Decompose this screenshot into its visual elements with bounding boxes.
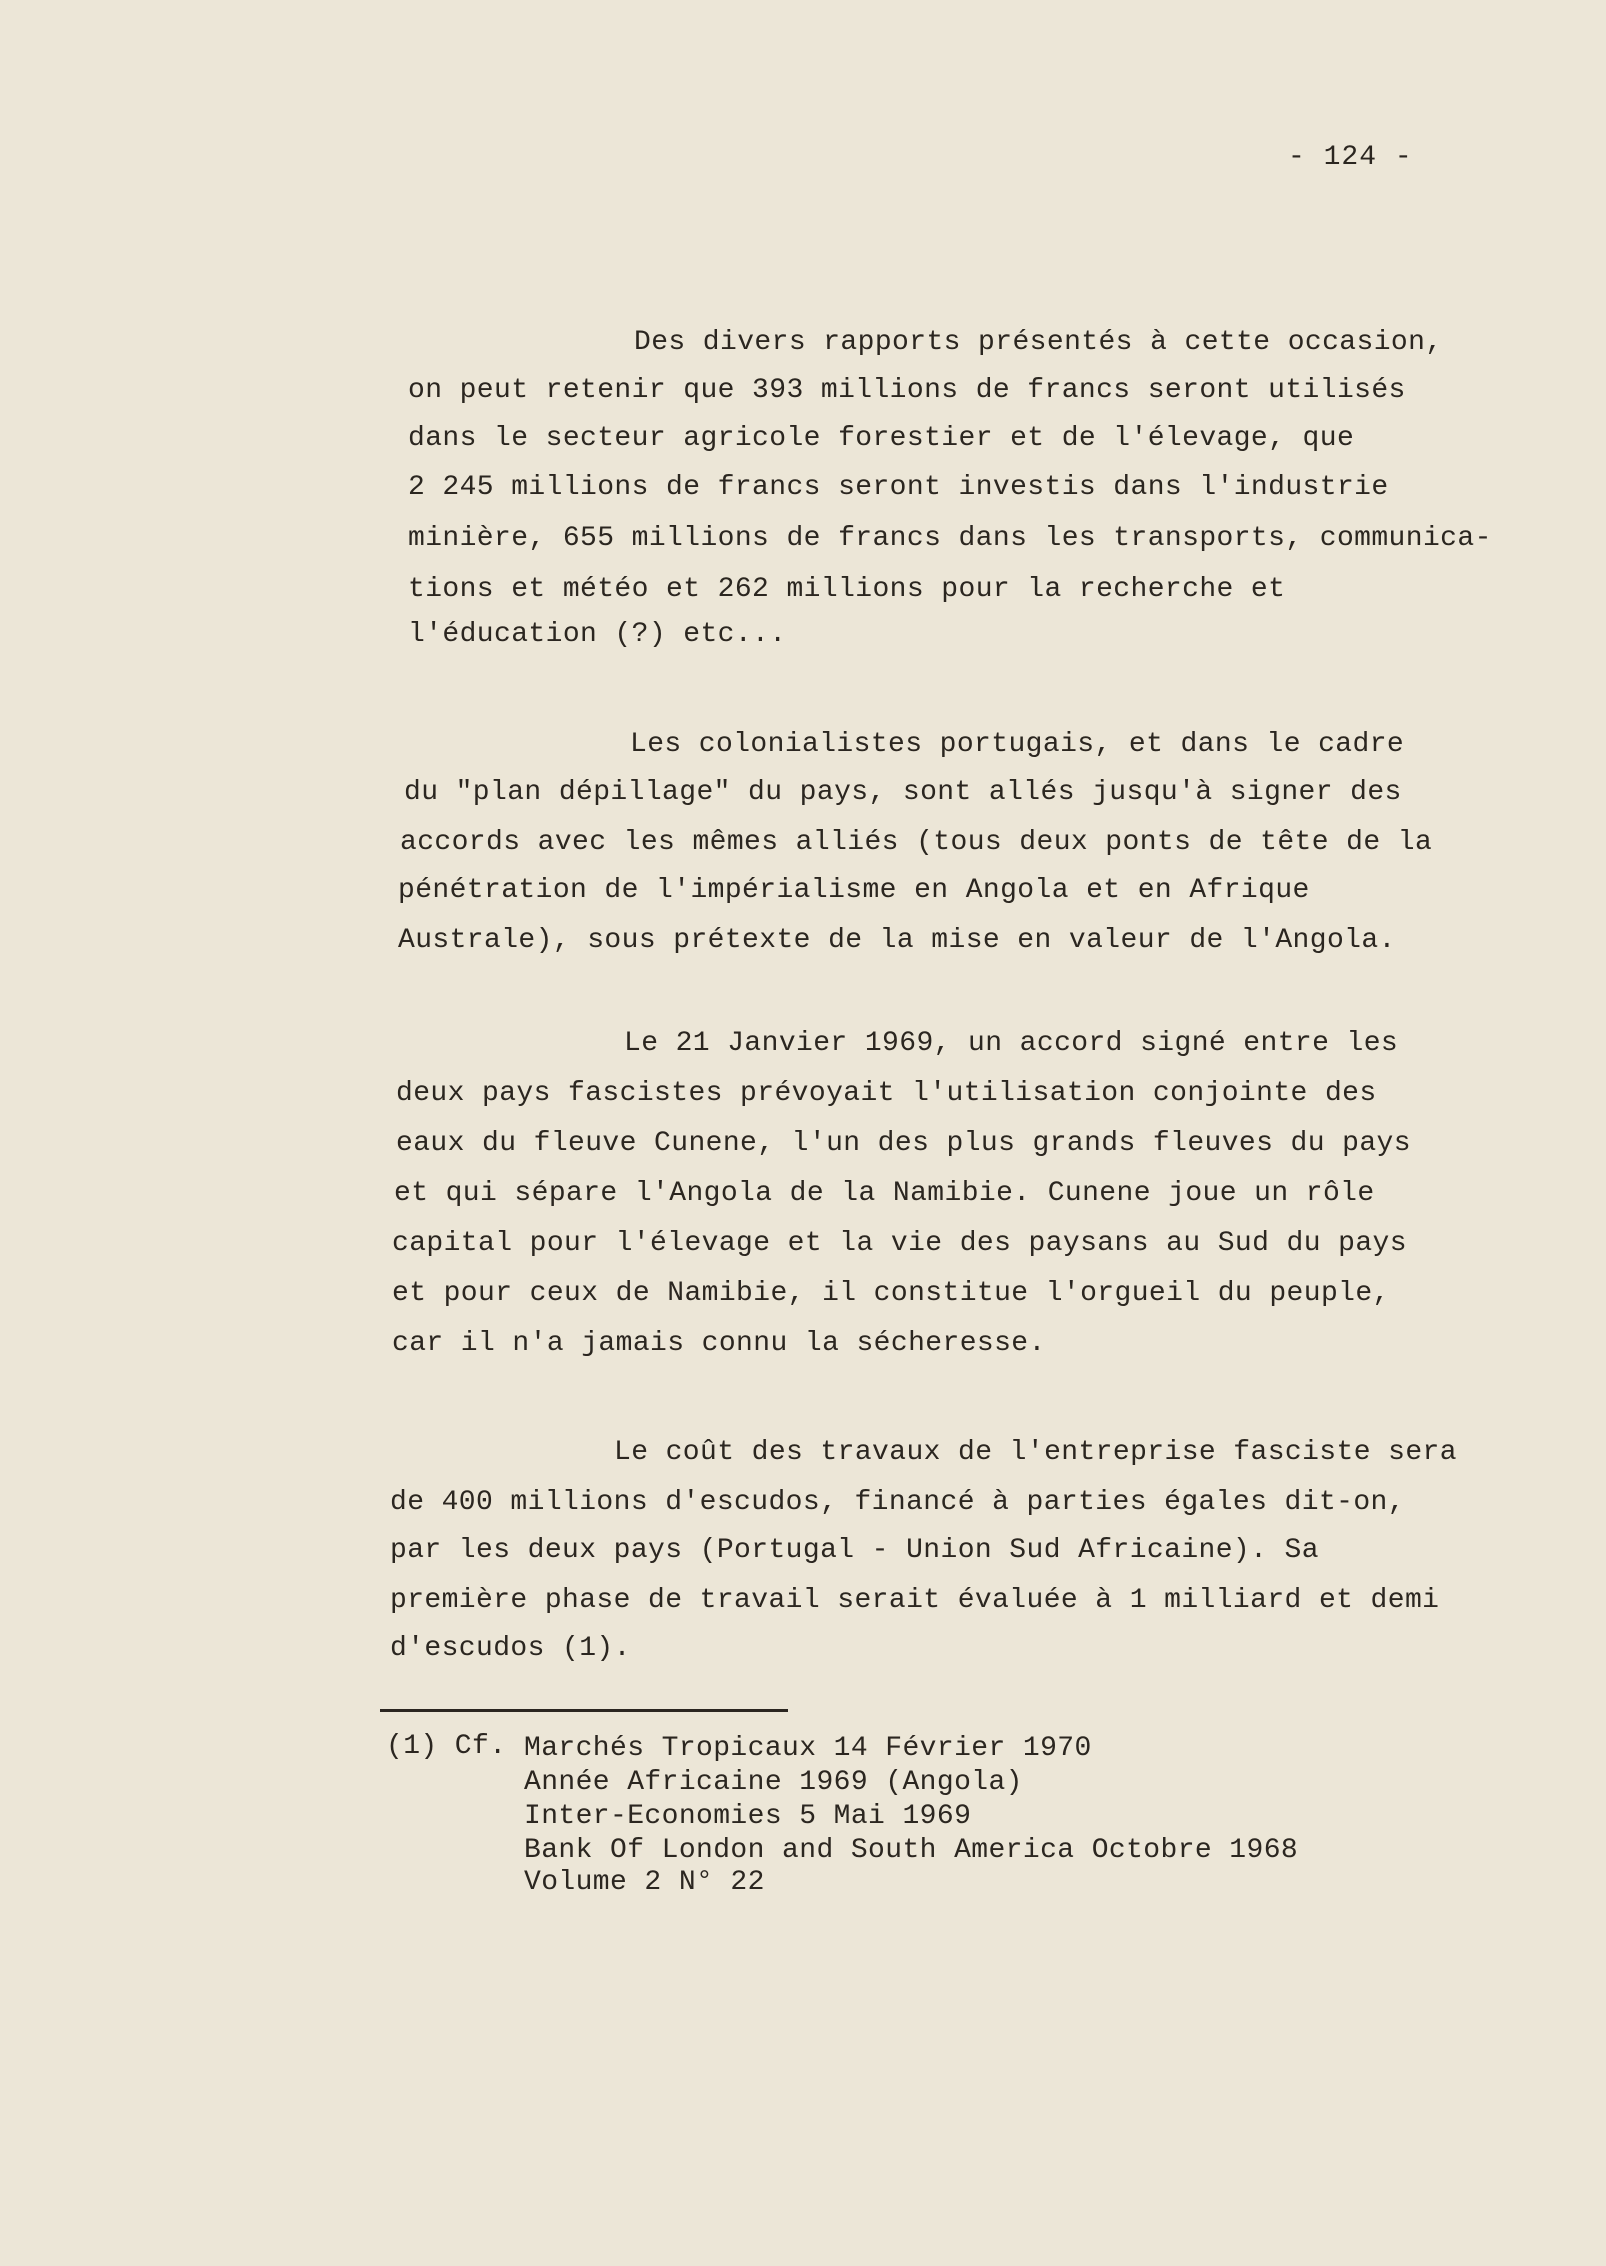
paragraph-2-line-2: du "plan dépillage" du pays, sont allés jusqu'à signer des <box>404 777 1402 808</box>
paragraph-3-line-3: eaux du fleuve Cunene, l'un des plus grands fleuves du pays <box>396 1128 1411 1159</box>
paragraph-1-line-4: 2 245 millions de francs seront investis dans l'industrie <box>408 472 1389 503</box>
footnote-ref-4: Bank Of London and South America Octobre 1968 <box>524 1835 1299 1866</box>
paragraph-3-line-7: car il n'a jamais connu la sécheresse. <box>392 1328 1046 1359</box>
paragraph-4-line-2: de 400 millions d'escudos, financé à parties égales dit-on, <box>390 1487 1405 1518</box>
paragraph-1-line-2: on peut retenir que 393 millions de francs seront utilisés <box>408 375 1406 406</box>
paragraph-3-line-2: deux pays fascistes prévoyait l'utilisation conjointe des <box>396 1078 1377 1109</box>
footnote-ref-3: Inter-Economies 5 Mai 1969 <box>524 1801 972 1832</box>
paragraph-2-line-3: accords avec les mêmes alliés (tous deux ponts de tête de la <box>400 827 1433 858</box>
paragraph-3-line-6: et pour ceux de Namibie, il constitue l'orgueil du peuple, <box>392 1278 1390 1309</box>
paragraph-3-line-1: Le 21 Janvier 1969, un accord signé entre les <box>624 1028 1399 1059</box>
paragraph-1-line-5: minière, 655 millions de francs dans les transports, communica- <box>408 523 1492 554</box>
footnote-marker: (1) Cf. <box>386 1731 507 1762</box>
paragraph-2-line-1: Les colonialistes portugais, et dans le cadre <box>630 729 1405 760</box>
paragraph-4-line-4: première phase de travail serait évaluée à 1 milliard et demi <box>390 1585 1440 1616</box>
paragraph-1-line-3: dans le secteur agricole forestier et de l'élevage, que <box>408 423 1355 454</box>
page-number: - 124 - <box>1288 142 1413 173</box>
paragraph-4-line-1: Le coût des travaux de l'entreprise fasciste sera <box>614 1437 1457 1468</box>
footnote-separator <box>380 1709 788 1712</box>
paragraph-4-line-5: d'escudos (1). <box>390 1633 631 1664</box>
paragraph-1-line-1: Des divers rapports présentés à cette occasion, <box>634 327 1443 358</box>
footnote-ref-1: Marchés Tropicaux 14 Février 1970 <box>524 1733 1092 1764</box>
paragraph-3-line-5: capital pour l'élevage et la vie des paysans au Sud du pays <box>392 1228 1407 1259</box>
paragraph-3-line-4: et qui sépare l'Angola de la Namibie. Cunene joue un rôle <box>394 1178 1375 1209</box>
paragraph-2-line-5: Australe), sous prétexte de la mise en valeur de l'Angola. <box>398 925 1396 956</box>
footnote-ref-2: Année Africaine 1969 (Angola) <box>524 1767 1023 1798</box>
paragraph-2-line-4: pénétration de l'impérialisme en Angola et en Afrique <box>398 875 1310 906</box>
footnote-ref-5: Volume 2 N° 22 <box>524 1867 765 1898</box>
paragraph-1-line-6: tions et météo et 262 millions pour la recherche et <box>408 574 1286 605</box>
paragraph-4-line-3: par les deux pays (Portugal - Union Sud Africaine). Sa <box>390 1535 1319 1566</box>
paragraph-1-line-7: l'éducation (?) etc... <box>408 619 787 650</box>
